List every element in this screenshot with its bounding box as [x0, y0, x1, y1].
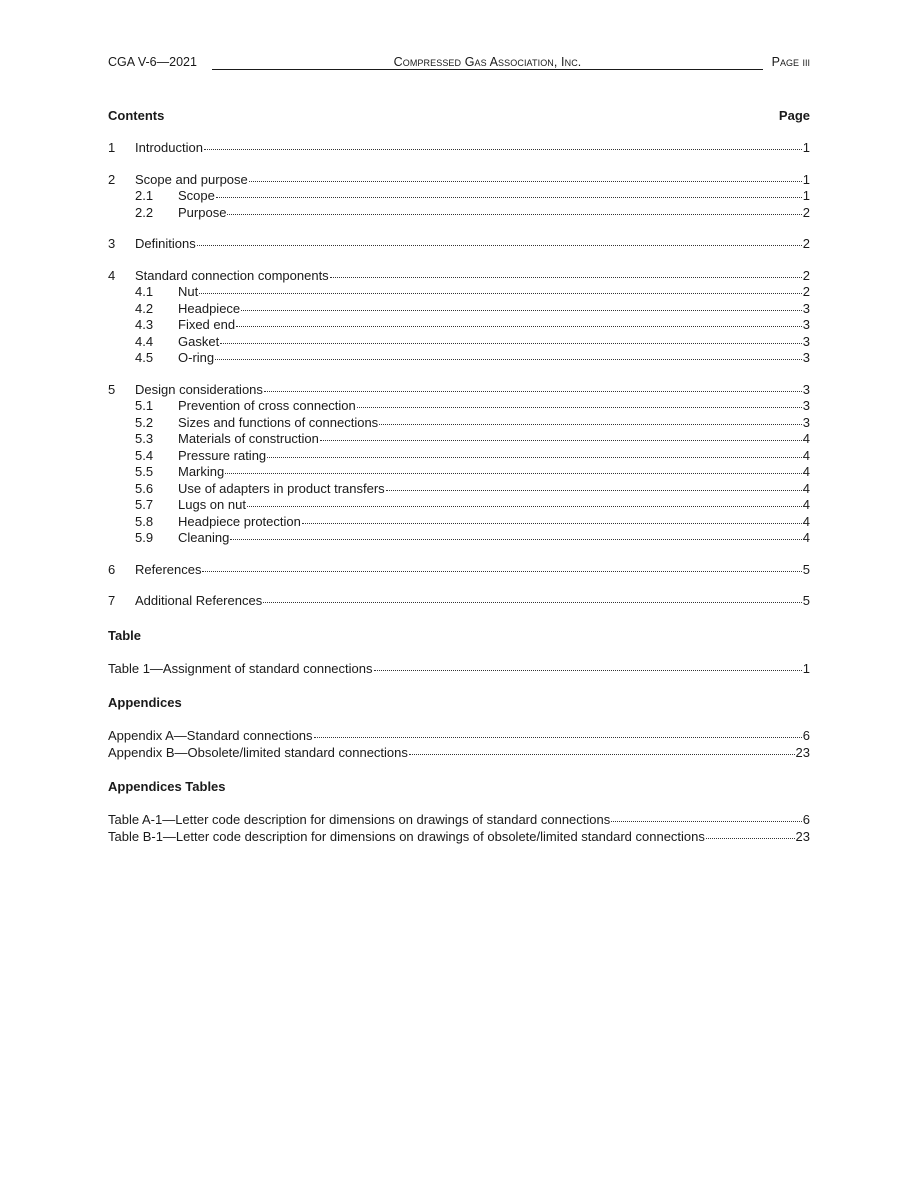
toc-entry-title: Prevention of cross connection: [178, 398, 356, 413]
toc-entry-title: Cleaning: [178, 530, 230, 545]
toc-entry-number: 7: [108, 593, 116, 608]
dot-leader: [197, 245, 802, 246]
toc-subsection-entry[interactable]: [108, 398, 810, 415]
dot-leader: [230, 539, 801, 540]
toc-entry-title: Fixed end: [178, 317, 236, 332]
toc-subsection-entry[interactable]: [108, 334, 810, 351]
toc-subsection-entry[interactable]: [108, 464, 810, 481]
toc-group-entry[interactable]: [108, 728, 810, 745]
toc-entry-title: Scope and purpose: [135, 171, 248, 187]
toc-entry-number: 2.1: [135, 188, 154, 203]
toc-entry-page: 3: [802, 414, 810, 430]
spacer: [108, 367, 810, 382]
toc-subsection-entry[interactable]: [108, 431, 810, 448]
header-document-id: CGA V-6—2021: [108, 55, 197, 69]
toc-entry-page: 6: [802, 728, 810, 743]
toc-entry-number: 4.2: [135, 300, 154, 316]
toc-entry-page: 2: [802, 204, 810, 220]
toc-entry-title: Use of adapters in product transfers: [178, 480, 385, 496]
toc-entry-title: Design considerations: [135, 381, 263, 397]
toc-entry-number: 5.4: [135, 447, 154, 463]
toc-group-heading: Appendices: [108, 695, 182, 710]
toc-entry-title: Scope: [178, 188, 215, 203]
toc-entry-page: 2: [802, 284, 810, 299]
toc-section-entry[interactable]: [108, 382, 810, 399]
toc-entry-page: 4: [802, 497, 810, 512]
toc-entry-title: Table 1—Assignment of standard connections: [108, 660, 373, 676]
toc-entry-number: 5.5: [135, 464, 154, 479]
toc-entry-number: 5.9: [135, 530, 154, 545]
toc-entry-title: Nut: [178, 284, 199, 299]
toc-entry-page: 1: [802, 188, 810, 203]
toc-entry-page: 3: [802, 350, 810, 365]
toc-entry-title: Purpose: [178, 204, 227, 220]
spacer: [108, 795, 810, 812]
toc-entry-number: 5.1: [135, 398, 154, 413]
toc-section-entry[interactable]: [108, 140, 810, 157]
dot-leader: [249, 181, 802, 182]
toc-group-entry[interactable]: [108, 812, 810, 829]
header-organization: Compressed Gas Association, Inc.: [212, 54, 763, 70]
toc-entry-number: 6: [108, 561, 116, 577]
toc-entry-page: 5: [802, 593, 810, 608]
toc-entry-page: 3: [802, 300, 810, 316]
toc-subsection-entry[interactable]: [108, 188, 810, 205]
dot-leader: [330, 277, 802, 278]
dot-leader: [215, 359, 802, 360]
toc-entry-title: Sizes and functions of connections: [178, 414, 379, 430]
toc-entry-title: Headpiece protection: [178, 513, 301, 529]
spacer: [108, 610, 810, 628]
toc-section-entry[interactable]: [108, 268, 810, 285]
toc-entry-number: 4: [108, 267, 116, 283]
spacer: [108, 547, 810, 562]
dot-leader: [202, 571, 801, 572]
toc-entry-title: Table A-1—Letter code description for dimensions on drawings of standard connections: [108, 812, 611, 827]
toc-entry-page: 5: [802, 561, 810, 577]
page-column-label: Page: [778, 108, 810, 123]
toc-entry-title: References: [135, 561, 202, 577]
spacer: [108, 157, 810, 172]
toc-entry-page: 3: [802, 333, 810, 349]
toc-heading: [108, 108, 810, 124]
toc-subsection-entry[interactable]: [108, 317, 810, 334]
toc-subsection-entry[interactable]: [108, 530, 810, 547]
toc-entry-page: 4: [802, 513, 810, 529]
toc-entry-number: 4.5: [135, 350, 154, 365]
toc-entry-number: 5.8: [135, 513, 154, 529]
toc-entry-page: 1: [802, 660, 810, 676]
spacer: [108, 761, 810, 779]
dot-leader: [247, 506, 802, 507]
toc-entry-page: 2: [802, 236, 810, 251]
toc-subsection-entry[interactable]: [108, 415, 810, 432]
toc-subsection-entry[interactable]: [108, 481, 810, 498]
toc-entry-title: Lugs on nut: [178, 497, 246, 512]
toc-subsection-entry[interactable]: [108, 514, 810, 531]
toc-subsection-entry[interactable]: [108, 301, 810, 318]
toc-entry-page: 2: [802, 267, 810, 283]
toc-entry-number: 1: [108, 140, 116, 155]
toc-entry-page: 4: [802, 480, 810, 496]
toc-entry-number: 4.3: [135, 317, 154, 332]
toc-entry-number: 3: [108, 236, 116, 251]
toc-group-heading: Appendices Tables: [108, 779, 226, 794]
dot-leader: [320, 440, 802, 441]
dot-leader: [220, 343, 802, 344]
toc-entry-title: O-ring: [178, 350, 215, 365]
toc-entry-title: Headpiece: [178, 300, 241, 316]
dot-leader: [264, 391, 802, 392]
toc-entry-number: 4.1: [135, 284, 154, 299]
toc-entry-number: 2.2: [135, 204, 154, 220]
toc-entry-title: Additional References: [135, 593, 263, 608]
toc-entry-title: Definitions: [135, 236, 196, 251]
toc-subsection-entry[interactable]: [108, 497, 810, 514]
toc-entry-title: Appendix B—Obsolete/limited standard connections: [108, 744, 408, 760]
dot-leader: [706, 838, 795, 839]
toc-entry-page: 3: [802, 381, 810, 397]
dot-leader: [204, 149, 802, 150]
dot-leader: [611, 821, 802, 822]
toc-entry-title: Table B-1—Letter code description for dimensions on drawings of obsolete/limited standard connections: [108, 828, 705, 844]
dot-leader: [263, 602, 802, 603]
spacer: [108, 644, 810, 661]
table-of-contents: [108, 140, 810, 845]
dot-leader: [386, 490, 802, 491]
toc-group-entry[interactable]: [108, 745, 810, 762]
toc-group-entry[interactable]: [108, 661, 810, 678]
dot-leader: [241, 310, 802, 311]
toc-section-entry[interactable]: [108, 172, 810, 189]
toc-entry-title: Materials of construction: [178, 431, 319, 446]
dot-leader: [374, 670, 802, 671]
toc-entry-page: 3: [802, 317, 810, 332]
toc-group-heading: Table: [108, 627, 141, 643]
spacer: [108, 221, 810, 236]
toc-entry-page: 23: [795, 744, 810, 760]
toc-subsection-entry[interactable]: [108, 448, 810, 465]
toc-entry-page: 1: [802, 140, 810, 155]
toc-entry-title: Introduction: [135, 140, 203, 155]
toc-entry-title: Pressure rating: [178, 447, 267, 463]
toc-entry-page: 4: [802, 431, 810, 446]
dot-leader: [267, 457, 802, 458]
dot-leader: [302, 523, 802, 524]
toc-entry-number: 5.2: [135, 414, 154, 430]
spacer: [108, 253, 810, 268]
page-header: [108, 54, 810, 70]
toc-entry-page: 4: [802, 447, 810, 463]
dot-leader: [216, 197, 802, 198]
dot-leader: [227, 214, 801, 215]
toc-subsection-entry[interactable]: [108, 205, 810, 222]
toc-entry-number: 4.4: [135, 333, 154, 349]
toc-group-entry[interactable]: [108, 829, 810, 846]
toc-entry-page: 1: [802, 171, 810, 187]
toc-subsection-entry[interactable]: [108, 284, 810, 301]
dot-leader: [409, 754, 795, 755]
toc-entry-number: 5.3: [135, 431, 154, 446]
toc-section-entry[interactable]: [108, 236, 810, 253]
toc-entry-title: Standard connection components: [135, 267, 329, 283]
toc-entry-page: 6: [802, 812, 810, 827]
spacer: [108, 711, 810, 728]
spacer: [108, 578, 810, 593]
dot-leader: [357, 407, 802, 408]
toc-entry-page: 4: [802, 464, 810, 479]
toc-entry-title: Marking: [178, 464, 225, 479]
toc-entry-title: Gasket: [178, 333, 220, 349]
spacer: [108, 677, 810, 695]
header-page-number: Page iii: [771, 55, 810, 69]
dot-leader: [314, 737, 802, 738]
toc-section-entry[interactable]: [108, 593, 810, 610]
dot-leader: [199, 293, 802, 294]
toc-entry-number: 5.6: [135, 480, 154, 496]
toc-entry-title: Appendix A—Standard connections: [108, 728, 313, 743]
toc-subsection-entry[interactable]: [108, 350, 810, 367]
dot-leader: [236, 326, 802, 327]
toc-entry-number: 2: [108, 171, 116, 187]
toc-entry-number: 5.7: [135, 497, 154, 512]
toc-entry-number: 5: [108, 381, 116, 397]
dot-leader: [225, 473, 802, 474]
toc-entry-page: 3: [802, 398, 810, 413]
toc-section-entry[interactable]: [108, 562, 810, 579]
dot-leader: [379, 424, 802, 425]
contents-label: Contents: [108, 108, 165, 123]
toc-entry-page: 4: [802, 530, 810, 545]
toc-entry-page: 23: [795, 828, 810, 844]
